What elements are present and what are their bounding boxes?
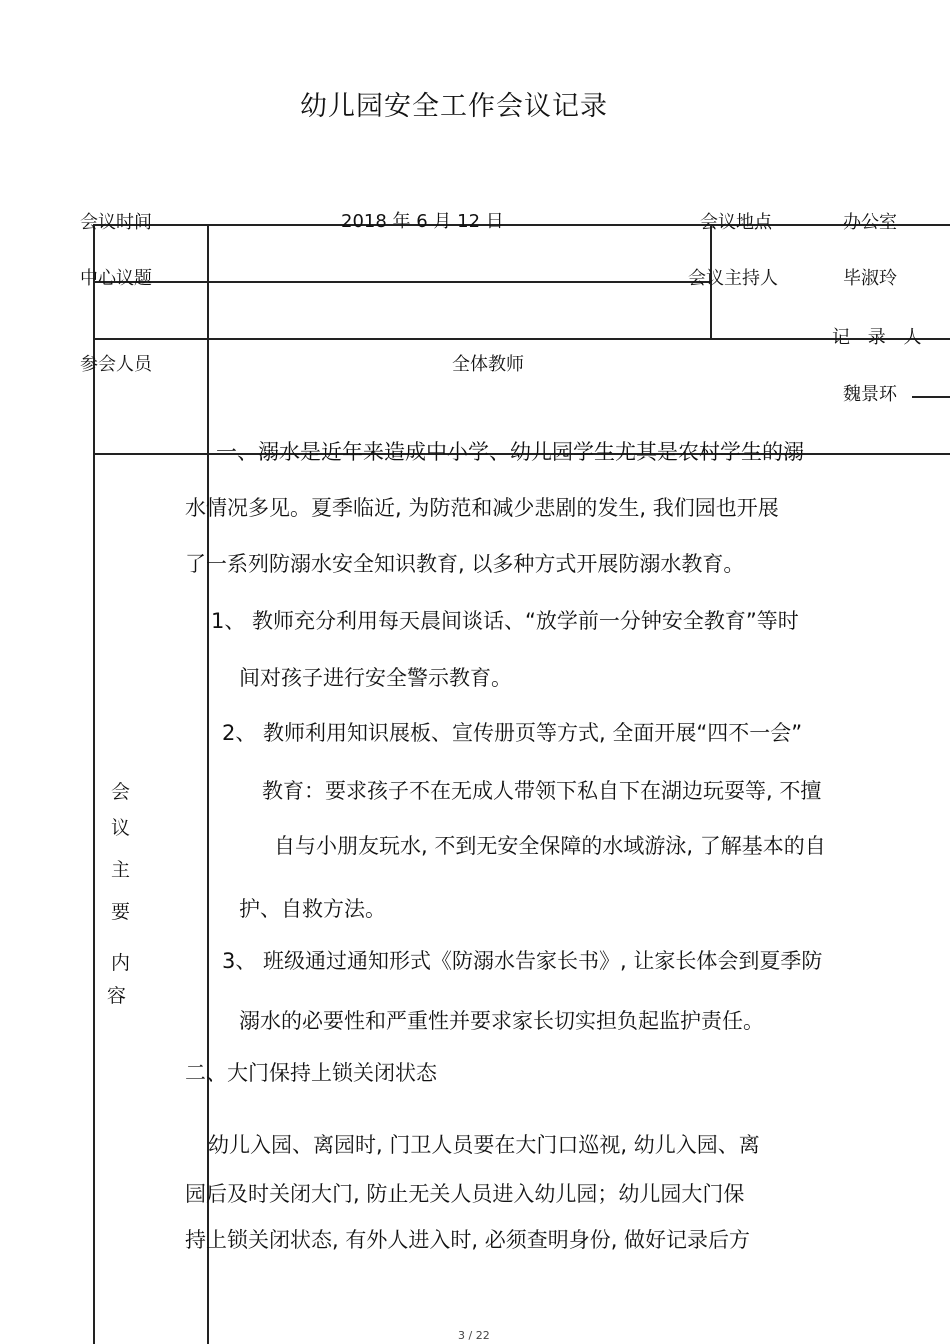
content-line: 自与小朋友玩水, 不到无安全保障的水域游泳, 了解基本的自 <box>274 834 826 858</box>
content-label-char: 要 <box>111 901 131 923</box>
meeting-time-value: 2018 年 6 月 12 日 <box>341 211 504 232</box>
content-line: 持上锁关闭状态, 有外人进入时, 必须查明身份, 做好记录后方 <box>185 1228 751 1252</box>
table-line <box>93 338 950 340</box>
table-line <box>93 224 95 1344</box>
meeting-attendees-value: 全体教师 <box>452 354 524 375</box>
table-line <box>93 281 710 283</box>
content-label-char: 议 <box>111 817 131 839</box>
content-line: 护、自救方法。 <box>239 897 386 921</box>
meeting-place-value: 办公室 <box>843 212 897 233</box>
meeting-host-label: 会议主持人 <box>688 268 778 289</box>
content-line: 了一系列防溺水安全知识教育, 以多种方式开展防溺水教育。 <box>185 552 745 576</box>
meeting-place-label: 会议地点 <box>700 212 772 233</box>
table-line <box>207 224 209 1344</box>
content-label-char: 会 <box>111 781 131 803</box>
content-line: 水情况多见。夏季临近, 为防范和减少悲剧的发生, 我们园也开展 <box>185 496 779 520</box>
content-line: 幼儿入园、离园时, 门卫人员要在大门口巡视, 幼儿入园、离 <box>208 1133 760 1157</box>
meeting-time-label: 会议时间 <box>80 212 152 233</box>
content-label-char: 容 <box>107 985 127 1007</box>
content-line: 一、溺水是近年来造成中小学、幼儿园学生尤其是农村学生的溺 <box>216 440 804 464</box>
content-line: 3、 班级通过通知形式《防溺水告家长书》, 让家长体会到夏季防 <box>222 949 823 973</box>
meeting-attendees-label: 参会人员 <box>80 354 152 375</box>
meeting-host-value: 毕淑玲 <box>843 268 897 289</box>
content-line: 教育：要求孩子不在无成人带领下私自下在湖边玩耍等, 不擅 <box>262 779 822 803</box>
content-line: 二、大门保持上锁关闭状态 <box>185 1061 437 1085</box>
table-line <box>93 224 950 226</box>
page-number: 3 / 22 <box>458 1329 490 1342</box>
meeting-recorder-value: 魏景环 <box>843 384 897 405</box>
document-title: 幼儿园安全工作会议记录 <box>300 91 608 122</box>
content-line: 1、 教师充分利用每天晨间谈话、“放学前一分钟安全教育”等时 <box>211 609 799 633</box>
content-line: 园后及时关闭大门, 防止无关人员进入幼儿园；幼儿园大门保 <box>185 1182 745 1206</box>
content-label-char: 内 <box>111 952 131 974</box>
content-line: 2、 教师利用知识展板、宣传册页等方式, 全面开展“四不一会” <box>222 721 803 745</box>
content-line: 间对孩子进行安全警示教育。 <box>239 666 512 690</box>
table-line <box>912 396 950 398</box>
meeting-topic-label: 中心议题 <box>80 268 152 289</box>
meeting-recorder-label: 记 录 人 <box>832 327 928 348</box>
content-label-char: 主 <box>111 859 131 881</box>
content-line: 溺水的必要性和严重性并要求家长切实担负起监护责任。 <box>239 1009 764 1033</box>
